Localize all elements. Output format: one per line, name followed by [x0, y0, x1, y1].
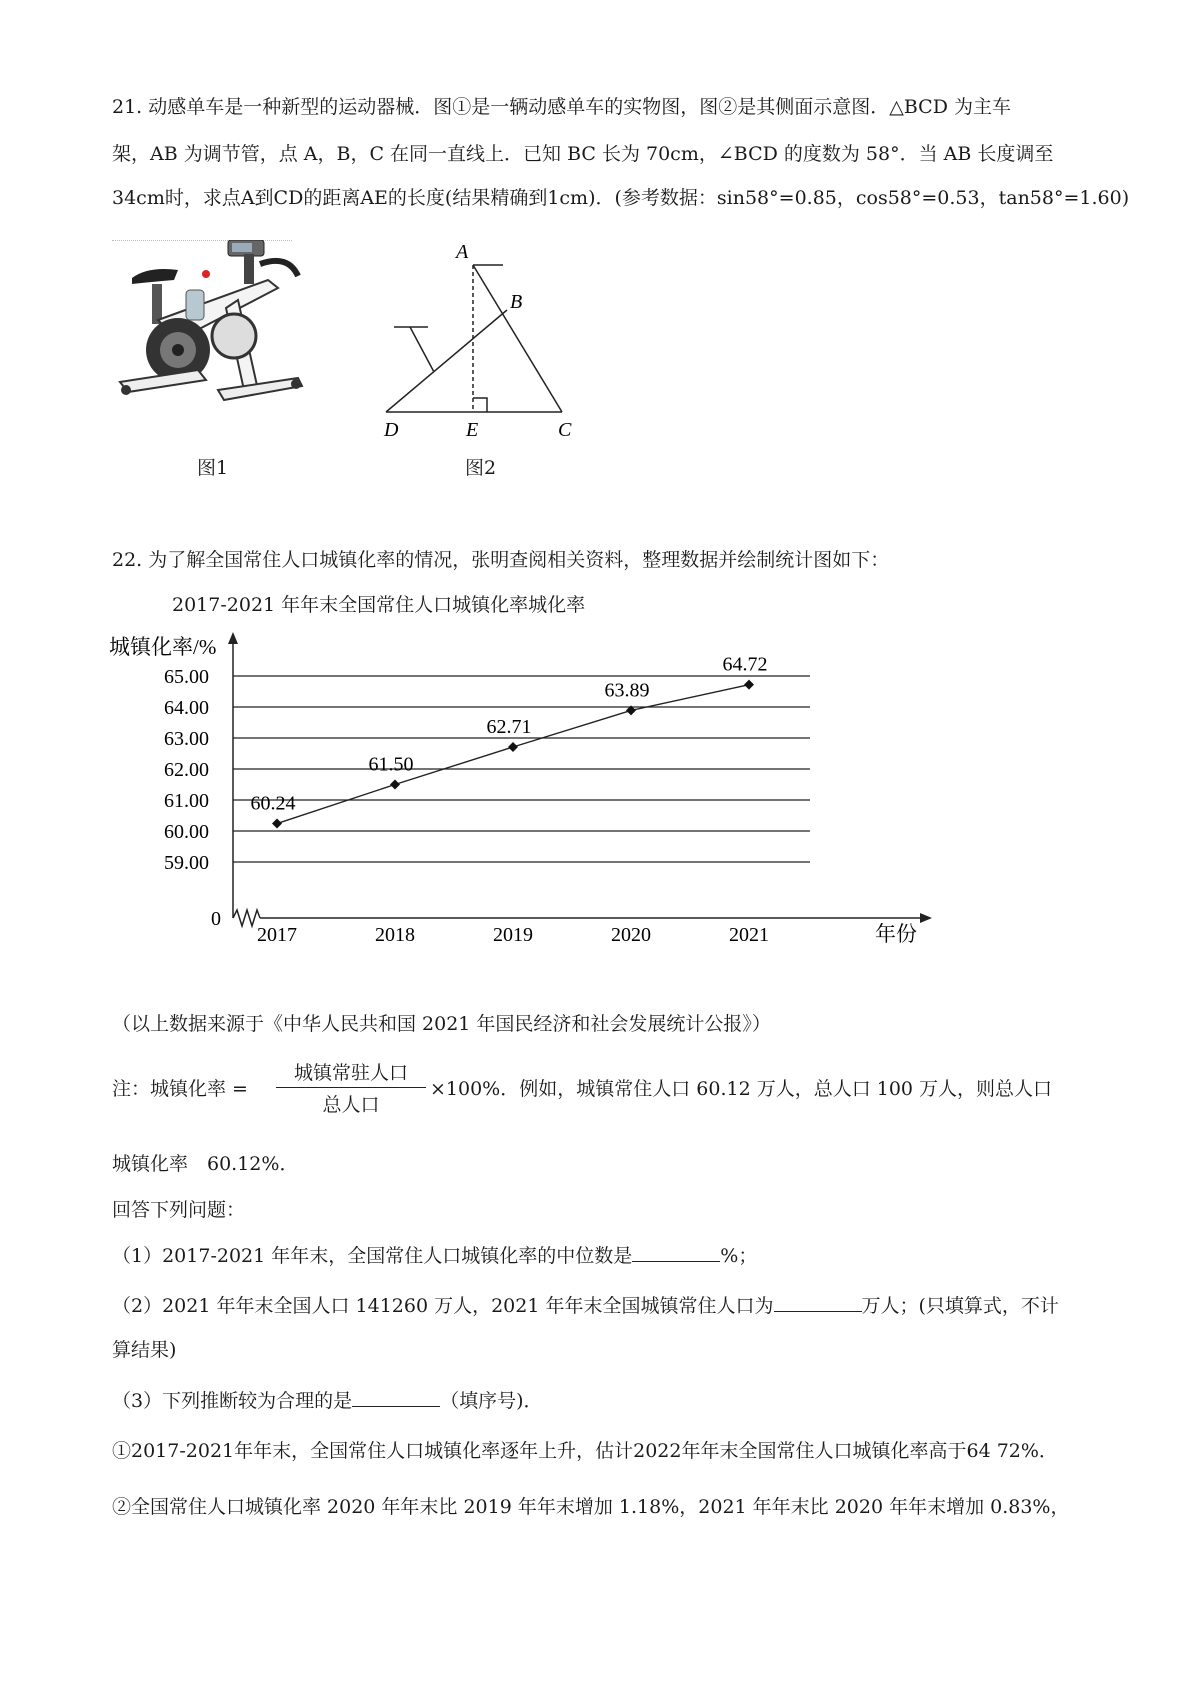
y-axis-label: 城镇化率/% — [109, 635, 217, 659]
data-point — [508, 742, 518, 752]
data-point — [390, 780, 400, 790]
y-tick-label: 62.00 — [164, 759, 209, 781]
label-a: A — [456, 241, 469, 263]
subquestion-1-unit: %； — [720, 1245, 758, 1267]
subquestion-3-suffix: （填序号)． — [440, 1390, 543, 1412]
series-line — [277, 685, 749, 824]
exercise-bike-photo — [118, 240, 318, 425]
y-tick-label: 61.00 — [164, 790, 209, 812]
y-tick-label: 63.00 — [164, 728, 209, 750]
note-suffix: ×100%．例如，城镇常住人口 60.12 万人，总人口 100 万人，则总人口 — [430, 1078, 1053, 1100]
y-zero-label: 0 — [211, 908, 221, 930]
x-tick-label: 2021 — [729, 924, 769, 946]
answer-blank-3[interactable] — [352, 1386, 440, 1407]
note-line-2: 城镇化率 60.12%． — [112, 1153, 299, 1175]
note-prefix: 注：城镇化率 = — [112, 1078, 248, 1100]
figure-2-caption: 图2 — [465, 457, 497, 479]
data-label: 60.24 — [250, 792, 296, 815]
data-point — [272, 819, 282, 829]
data-label: 64.72 — [722, 653, 768, 676]
chart-title: 2017-2021 年年末全国常住人口城镇化率城化率 — [172, 594, 586, 616]
subquestion-1-text: （1）2017-2021 年年末，全国常住人口城镇化率的中位数是 — [112, 1245, 633, 1267]
geometry-diagram — [370, 236, 590, 446]
x-tick-label: 2017 — [257, 924, 297, 946]
q22-intro: 22. 为了解全国常住人口城镇化率的情况，张明查阅相关资料，整理数据并绘制统计图如下： — [112, 549, 890, 571]
option-1: ①2017-2021年年末，全国常住人口城镇化率逐年上升，估计2022年年末全国常住人口城镇化率高于64 72%． — [112, 1440, 1058, 1462]
label-e: E — [466, 419, 479, 441]
subquestion-2-text: （2）2021 年年末全国人口 141260 万人，2021 年年末全国城镇常住人口为 — [112, 1295, 774, 1317]
y-tick-label: 59.00 — [164, 852, 209, 874]
q21-line-1: 21. 动感单车是一种新型的运动器械．图①是一辆动感单车的实物图，图②是其侧面示意图．△BCD 为主车 — [112, 96, 1011, 118]
y-tick-label: 60.00 — [164, 821, 209, 843]
data-label: 62.71 — [486, 715, 532, 738]
subquestion-3 — [112, 1386, 543, 1415]
q21-line-2: 架，AB 为调节管，点 A，B，C 在同一直线上．已知 BC 长为 70cm，∠BCD 的度数为 58°．当 AB 长度调至 — [112, 143, 1054, 165]
fraction-denominator: 总人口 — [322, 1094, 380, 1116]
subquestion-2-cont: 算结果) — [112, 1339, 177, 1361]
answer-blank-1[interactable] — [632, 1241, 720, 1262]
label-b: B — [510, 291, 523, 313]
y-tick-label: 64.00 — [164, 697, 209, 719]
answer-blank-2[interactable] — [774, 1291, 862, 1312]
subquestion-1 — [112, 1241, 757, 1270]
answer-prompt: 回答下列问题： — [112, 1199, 246, 1221]
y-tick-label: 65.00 — [164, 666, 209, 688]
label-c: C — [558, 419, 572, 441]
subquestion-2 — [112, 1291, 1059, 1320]
x-tick-label: 2019 — [493, 924, 533, 946]
fraction-numerator: 城镇常驻人口 — [293, 1062, 408, 1084]
data-source: （以上数据来源于《中华人民共和国 2021 年国民经济和社会发展统计公报》） — [112, 1013, 771, 1035]
subquestion-2-unit: 万人；(只填算式，不计 — [861, 1295, 1059, 1317]
data-point — [744, 680, 754, 690]
option-2: ②全国常住人口城镇化率 2020 年年末比 2019 年年末增加 1.18%，2021 年年末比 2020 年年末增加 0.83%， — [112, 1496, 1070, 1518]
q21-line-3: 34cm时，求点A到CD的距离AE的长度(结果精确到1cm)．(参考数据：sin58°=0.85，cos58°=0.53，tan58°=1.60) — [112, 187, 1130, 209]
x-tick-label: 2020 — [611, 924, 651, 946]
x-tick-label: 2018 — [375, 924, 415, 946]
subquestion-3-text: （3）下列推断较为合理的是 — [112, 1390, 353, 1412]
figure-1-caption: 图1 — [197, 457, 229, 479]
urbanization-line-chart — [105, 630, 935, 950]
data-label: 63.89 — [604, 679, 650, 702]
data-label: 61.50 — [368, 753, 414, 776]
label-d: D — [384, 419, 399, 441]
x-axis-label: 年份 — [875, 922, 917, 946]
formula-fraction — [276, 1058, 426, 1117]
